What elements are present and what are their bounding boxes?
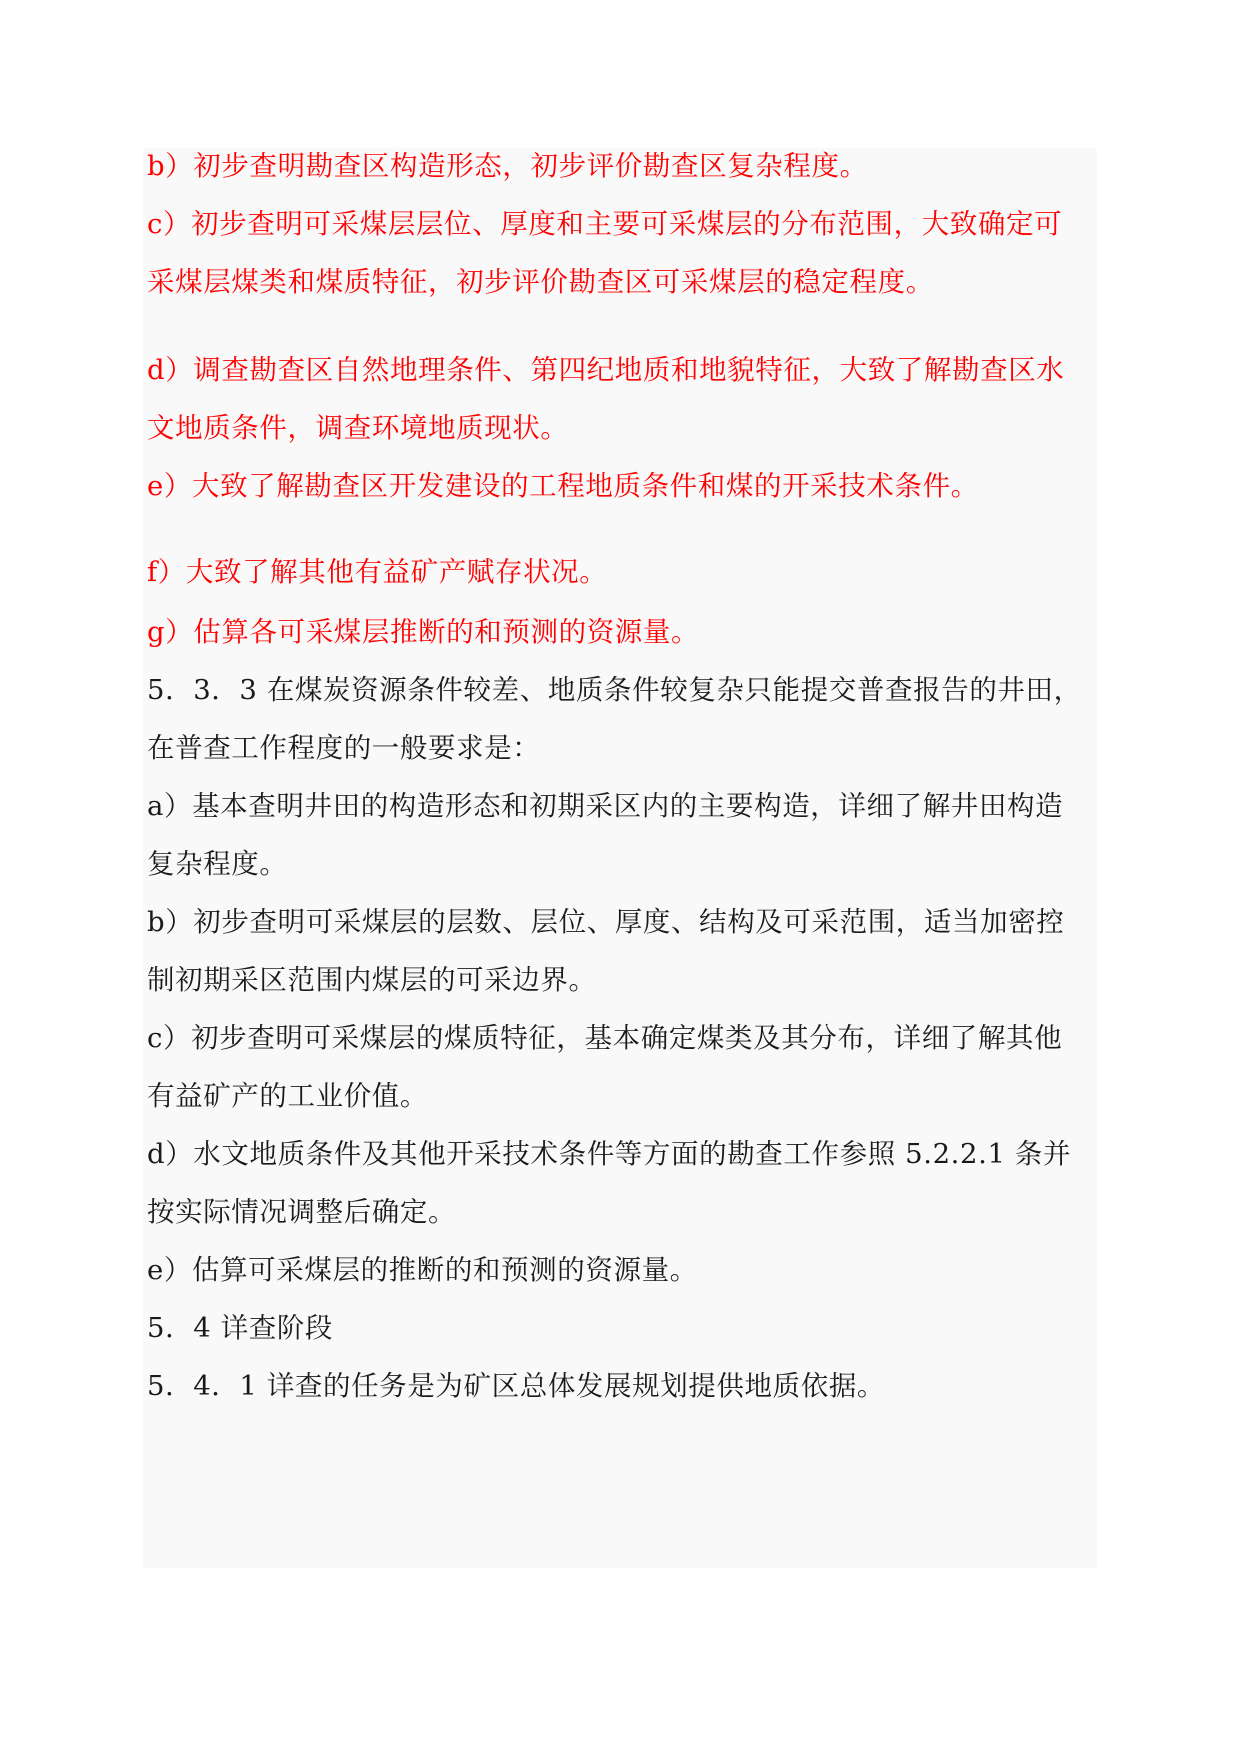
item-e-red-line1: e）大致了解勘查区开发建设的工程地质条件和煤的开采技术条件。 [147, 470, 979, 502]
item-c-black-line1: c）初步查明可采煤层的煤质特征，基本确定煤类及其分布，详细了解其他 [147, 1022, 1063, 1054]
item-b-black-line2: 制初期采区范围内煤层的可采边界。 [147, 964, 597, 996]
item-b-red-line1: b）初步查明勘查区构造形态，初步评价勘查区复杂程度。 [147, 150, 868, 182]
item-c-red-line1: c）初步查明可采煤层层位、厚度和主要可采煤层的分布范围，大致确定可 [147, 208, 1063, 240]
item-g-red-line1: g）估算各可采煤层推断的和预测的资源量。 [147, 616, 700, 648]
item-a-black-line1: a）基本查明井田的构造形态和初期采区内的主要构造，详细了解井田构造 [147, 790, 1064, 822]
clause-5-3-3-line2: 在普查工作程度的一般要求是： [147, 732, 541, 764]
clause-5-3-3-line1: 5．3．3 在煤炭资源条件较差、地质条件较复杂只能提交普查报告的井田， [147, 674, 1082, 706]
document-body [143, 148, 1097, 1568]
item-b-black-line1: b）初步查明可采煤层的层数、层位、厚度、结构及可采范围，适当加密控 [147, 906, 1065, 938]
item-d-black-line1: d）水文地质条件及其他开采技术条件等方面的勘查工作参照 5.2.2.1 条并 [147, 1138, 1072, 1170]
item-d-red-line2: 文地质条件，调查环境地质现状。 [147, 412, 569, 444]
item-d-black-line2: 按实际情况调整后确定。 [147, 1196, 457, 1228]
item-f-red-line1: f）大致了解其他有益矿产赋存状况。 [147, 556, 608, 588]
section-heading-5-4: 5．4 详查阶段 [147, 1312, 334, 1344]
item-a-black-line2: 复杂程度。 [147, 848, 288, 880]
clause-5-4-1: 5．4．1 详查的任务是为矿区总体发展规划提供地质依据。 [147, 1370, 886, 1402]
item-d-red-line1: d）调查勘查区自然地理条件、第四纪地质和地貌特征，大致了解勘查区水 [147, 354, 1065, 386]
item-c-black-line2: 有益矿产的工业价值。 [147, 1080, 428, 1112]
item-c-red-line2: 采煤层煤类和煤质特征，初步评价勘查区可采煤层的稳定程度。 [147, 266, 934, 298]
item-e-black-line1: e）估算可采煤层的推断的和预测的资源量。 [147, 1254, 698, 1286]
